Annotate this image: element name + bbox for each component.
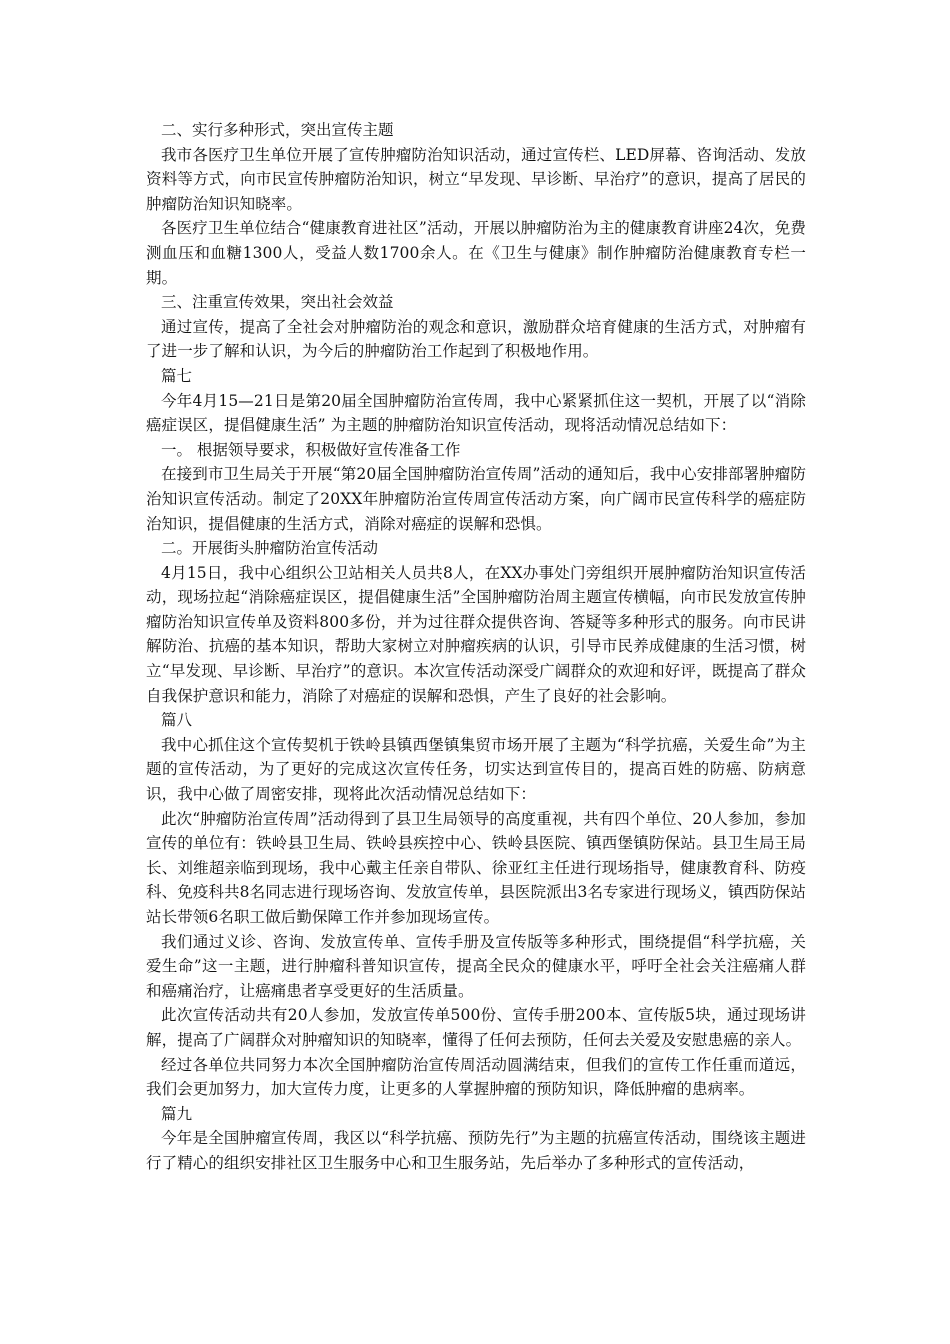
body-paragraph: 此次宣传活动共有20人参加，发放宣传单500份、宣传手册200本、宣传版5块，通过现场讲解，提高了广阔群众对肿瘤知识的知晓率，懂得了任何去预防，任何去关爱及安慰患癌的亲人。 (146, 1006, 806, 1049)
article-heading: 篇八 (161, 711, 193, 730)
body-paragraph: 今年是全国肿瘤宣传周，我区以“科学抗癌、预防先行”为主题的抗癌宣传活动，围绕该主题进行了精心的组织安排社区卫生服务中心和卫生服务站，先后举办了多种形式的宣传活动， (146, 1129, 806, 1172)
body-paragraph: 通过宣传，提高了全社会对肿瘤防治的观念和意识，激励群众培育健康的生活方式，对肿瘤有了进一步了解和认识，为今后的肿瘤防治工作起到了积极地作用。 (146, 317, 806, 361)
document-page (146, 118, 806, 1176)
body-paragraph: 我中心抓住这个宣传契机于铁岭县镇西堡镇集贸市场开展了主题为“科学抗癌，关爱生命”为主题的宣传活动，为了更好的完成这次宣传任务，切实达到宣传目的，提高百姓的防癌、防病意识，我中心做了周密安排，现将此次活动情况总结如下： (146, 735, 806, 804)
article-heading: 篇九 (161, 1104, 193, 1123)
body-paragraph: 我市各医疗卫生单位开展了宣传肿瘤防治知识活动，通过宣传栏、LED屏幕、咨询活动、发放资料等方式，向市民宣传肿瘤防治知识，树立“早发现、早诊断、早治疗”的意识，提高了居民的肿瘤防治知识知晓率。 (146, 145, 806, 213)
body-paragraph: 我们通过义诊、咨询、发放宣传单、宣传手册及宣传版等多种形式，围绕提倡“科学抗癌，关爱生命”这一主题，进行肿瘤科普知识宣传，提高全民众的健康水平，呼吁全社会关注癌痛人群和癌痛治疗，让癌痛患者享受更好的生活质量。 (146, 932, 806, 1000)
body-paragraph: 今年4月15—21日是第20届全国肿瘤防治宣传周，我中心紧紧抓住这一契机，开展了以“消除癌症误区，提倡健康生活” 为主题的肿瘤防治知识宣传活动，现将活动情况总结如下： (146, 391, 806, 435)
body-paragraph: 4月15日，我中心组织公卫站相关人员共8人，在XX办事处门旁组织开展肿瘤防治知识宣传活动，现场拉起“消除癌症误区，提倡健康生活”全国肿瘤防治周主题宣传横幅，向市民发放宣传肿瘤防治知识宣传单及资料800多份，并为过往群众提供咨询、答疑等多种形式的服务。向市民讲解防治、抗癌的基本知识，帮助大家树立对肿瘤疾病的认识，引导市民养成健康的生活习惯，树立“早发现、早诊断、早治疗”的意识。本次宣传活动深受广阔群众的欢迎和好评，既提高了群众自我保护意识和能力，消除了对癌症的误解和恐惧，产生了良好的社会影响。 (146, 563, 806, 705)
body-paragraph: 各医疗卫生单位结合“健康教育进社区”活动，开展以肿瘤防治为主的健康教育讲座24次，免费测血压和血糖1300人，受益人数1700余人。在《卫生与健康》制作肿瘤防治健康教育专栏一期。 (146, 219, 806, 287)
section-heading: 二。开展街头肿瘤防治宣传活动 (161, 539, 379, 558)
section-heading: 三、注重宣传效果，突出社会效益 (161, 293, 394, 312)
article-heading: 篇七 (161, 366, 193, 385)
body-paragraph: 经过各单位共同努力本次全国肿瘤防治宣传周活动圆满结束，但我们的宣传工作任重而道远，我们会更加努力，加大宣传力度，让更多的人掌握肿瘤的预防知识，降低肿瘤的患病率。 (146, 1055, 806, 1099)
body-paragraph: 此次“肿瘤防治宣传周”活动得到了县卫生局领导的高度重视，共有四个单位、20人参加，参加宣传的单位有：铁岭县卫生局、铁岭县疾控中心、铁岭县医院、镇西堡镇防保站。县卫生局王局长、刘维超亲临到现场，我中心戴主任亲自带队、徐亚红主任进行现场指导，健康教育科、防疫科、免疫科共8名同志进行现场咨询、发放宣传单，县医院派出3名专家进行现场义，镇西防保站站长带领6名职工做后勤保障工作并参加现场宣传。 (146, 809, 806, 926)
section-heading: 一。 根据领导要求，积极做好宣传准备工作 (161, 440, 461, 459)
section-heading: 二、实行多种形式，突出宣传主题 (161, 121, 394, 139)
body-paragraph: 在接到市卫生局关于开展“第20届全国肿瘤防治宣传周”活动的通知后，我中心安排部署肿瘤防治知识宣传活动。制定了20XX年肿瘤防治宣传周宣传活动方案，向广阔市民宣传科学的癌症防治知识，提倡健康的生活方式，消除对癌症的误解和恐惧。 (146, 465, 806, 533)
